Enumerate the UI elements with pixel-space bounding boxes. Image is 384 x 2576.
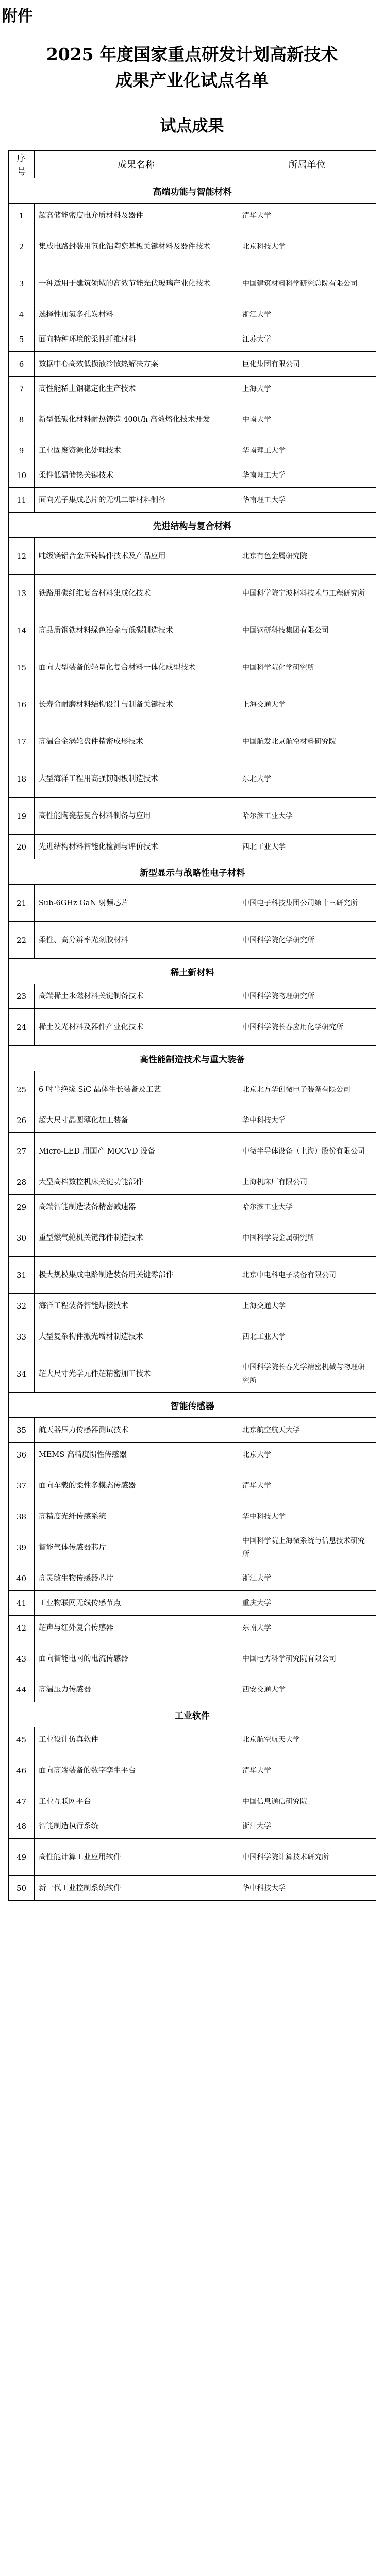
table-row	[9, 538, 376, 575]
organization-name: 上海交通大学	[238, 1294, 376, 1318]
result-name: 吨级镁铝合金压铸铸件技术及产品应用	[35, 538, 238, 575]
row-number: 37	[9, 1467, 35, 1504]
organization-name: 浙江大学	[238, 1566, 376, 1591]
result-name: 稀土发光材料及器件产业化技术	[35, 1009, 238, 1046]
table-row	[9, 798, 376, 835]
organization-name: 重庆大学	[238, 1591, 376, 1616]
result-name: 超大尺寸光学元件超精密加工技术	[35, 1355, 238, 1393]
header-no: 序号	[9, 151, 35, 178]
result-name: 高性能陶瓷基复合材料制备与应用	[35, 798, 238, 835]
organization-name: 华中科技大学	[238, 1876, 376, 1901]
row-number: 14	[9, 612, 35, 649]
organization-name: 中国电子科技集团公司第十三研究所	[238, 885, 376, 922]
result-name: 航天器压力传感器测试技术	[35, 1418, 238, 1443]
table-row	[9, 1616, 376, 1640]
table-row	[9, 686, 376, 723]
row-number: 20	[9, 835, 35, 859]
table-row	[9, 438, 376, 463]
result-name: 工业设计仿真软件	[35, 1727, 238, 1752]
result-name: 智能制造执行系统	[35, 1814, 238, 1839]
row-number: 36	[9, 1443, 35, 1467]
result-name: 超大尺寸晶圆薄化加工装备	[35, 1108, 238, 1133]
row-number: 15	[9, 649, 35, 686]
organization-name: 中国电力科学研究院有限公司	[238, 1640, 376, 1677]
organization-name: 浙江大学	[238, 302, 376, 327]
organization-name: 东南大学	[238, 1616, 376, 1640]
organization-name: 清华大学	[238, 1752, 376, 1789]
row-number: 34	[9, 1355, 35, 1393]
category-title: 工业软件	[9, 1702, 376, 1727]
organization-name: 哈尔滨工业大学	[238, 1195, 376, 1219]
row-number: 27	[9, 1133, 35, 1170]
table-row	[9, 1529, 376, 1566]
table-row	[9, 1677, 376, 1702]
table-body	[9, 178, 376, 1901]
row-number: 24	[9, 1009, 35, 1046]
result-name: 面向高端装备的数字孪生平台	[35, 1752, 238, 1789]
organization-name: 中国信息通信研究院	[238, 1789, 376, 1814]
result-name: 大型海洋工程用高强韧钢板制造技术	[35, 760, 238, 798]
row-number: 29	[9, 1195, 35, 1219]
organization-name: 中国科学院长春光学精密机械与物理研究所	[238, 1355, 376, 1393]
table-row	[9, 1640, 376, 1677]
category-row	[9, 1046, 376, 1071]
organization-name: 江苏大学	[238, 327, 376, 352]
section-subtitle: 试点成果	[160, 117, 224, 135]
category-title: 先进结构与复合材料	[9, 513, 376, 538]
results-table	[8, 150, 376, 1901]
row-number: 30	[9, 1219, 35, 1257]
result-name: MEMS 高精度惯性传感器	[35, 1443, 238, 1467]
category-title: 高端功能与智能材料	[9, 178, 376, 204]
result-name: 选择性加氢多孔炭材料	[35, 302, 238, 327]
row-number: 39	[9, 1529, 35, 1566]
organization-name: 哈尔滨工业大学	[238, 798, 376, 835]
row-number: 25	[9, 1071, 35, 1108]
table-row	[9, 463, 376, 488]
row-number: 11	[9, 488, 35, 513]
row-number: 33	[9, 1318, 35, 1355]
table-row	[9, 302, 376, 327]
result-name: 高灵敏生物传感器芯片	[35, 1566, 238, 1591]
organization-name: 北京航空航天大学	[238, 1727, 376, 1752]
header-org: 所属单位	[238, 151, 376, 178]
result-name: 长寿命耐磨材料结构设计与制备关键技术	[35, 686, 238, 723]
organization-name: 华南理工大学	[238, 488, 376, 513]
category-title: 智能传感器	[9, 1393, 376, 1418]
table-row	[9, 723, 376, 760]
table-row	[9, 1294, 376, 1318]
result-name: 大型高档数控机床关键功能部件	[35, 1170, 238, 1195]
organization-name: 中国科学院化学研究所	[238, 649, 376, 686]
organization-name: 北京航空航天大学	[238, 1418, 376, 1443]
organization-name: 中国科学院宁波材料技术与工程研究所	[238, 575, 376, 612]
table-row	[9, 922, 376, 959]
organization-name: 浙江大学	[238, 1814, 376, 1839]
row-number: 1	[9, 204, 35, 228]
row-number: 31	[9, 1257, 35, 1294]
row-number: 38	[9, 1504, 35, 1529]
table-row	[9, 1071, 376, 1108]
result-name: 工业固废资源化处理技术	[35, 438, 238, 463]
result-name: 数据中心高效低损液冷散热解决方案	[35, 352, 238, 377]
table-header-row	[9, 151, 376, 178]
table-row	[9, 1170, 376, 1195]
result-name: 高性能计算工业应用软件	[35, 1839, 238, 1876]
result-name: 面向光子集成芯片的无机二维材料制备	[35, 488, 238, 513]
result-name: 柔性、高分辨率光刻胶材料	[35, 922, 238, 959]
category-row	[9, 1393, 376, 1418]
row-number: 21	[9, 885, 35, 922]
category-row	[9, 859, 376, 885]
table-row	[9, 1195, 376, 1219]
row-number: 2	[9, 228, 35, 265]
organization-name: 巨化集团有限公司	[238, 352, 376, 377]
organization-name: 北京科技大学	[238, 228, 376, 265]
row-number: 5	[9, 327, 35, 352]
table-row	[9, 352, 376, 377]
row-number: 46	[9, 1752, 35, 1789]
table-row	[9, 835, 376, 859]
result-name: 面向车载的柔性多模态传感器	[35, 1467, 238, 1504]
result-name: 工业物联网无线传感节点	[35, 1591, 238, 1616]
organization-name: 中南大学	[238, 401, 376, 438]
table-row	[9, 1108, 376, 1133]
table-row	[9, 1727, 376, 1752]
table-row	[9, 327, 376, 352]
result-name: 铁路用碳纤维复合材料集成化技术	[35, 575, 238, 612]
table-row	[9, 377, 376, 401]
table-row	[9, 1839, 376, 1876]
row-number: 50	[9, 1876, 35, 1901]
organization-name: 中国科学院物理研究所	[238, 984, 376, 1009]
result-name: 高端智能制造装备精密减速器	[35, 1195, 238, 1219]
result-name: 重型燃气轮机关键部件制造技术	[35, 1219, 238, 1257]
page-title-line2: 成果产业化试点名单	[115, 70, 269, 90]
organization-name: 中国科学院化学研究所	[238, 922, 376, 959]
organization-name: 中国科学院长春应用化学研究所	[238, 1009, 376, 1046]
organization-name: 西安交通大学	[238, 1677, 376, 1702]
organization-name: 中国科学院计算技术研究所	[238, 1839, 376, 1876]
category-row	[9, 1702, 376, 1727]
category-title: 新型显示与战略性电子材料	[9, 859, 376, 885]
organization-name: 中国建筑材料科学研究总院有限公司	[238, 265, 376, 302]
result-name: 大型复杂构件激光增材制造技术	[35, 1318, 238, 1355]
category-row	[9, 959, 376, 984]
row-number: 4	[9, 302, 35, 327]
organization-name: 中国钢研科技集团有限公司	[238, 612, 376, 649]
category-row	[9, 513, 376, 538]
row-number: 9	[9, 438, 35, 463]
row-number: 10	[9, 463, 35, 488]
table-row	[9, 984, 376, 1009]
row-number: 43	[9, 1640, 35, 1677]
organization-name: 清华大学	[238, 1467, 376, 1504]
row-number: 23	[9, 984, 35, 1009]
result-name: 海洋工程装备智能焊接技术	[35, 1294, 238, 1318]
table-row	[9, 265, 376, 302]
table-row	[9, 228, 376, 265]
row-number: 48	[9, 1814, 35, 1839]
row-number: 42	[9, 1616, 35, 1640]
header-name: 成果名称	[35, 151, 238, 178]
result-name: 高温压力传感器	[35, 1677, 238, 1702]
organization-name: 上海大学	[238, 377, 376, 401]
table-row	[9, 1752, 376, 1789]
result-name: 高性能稀土钢稳定化生产技术	[35, 377, 238, 401]
category-row	[9, 178, 376, 204]
row-number: 3	[9, 265, 35, 302]
organization-name: 西北工业大学	[238, 835, 376, 859]
table-row	[9, 885, 376, 922]
result-name: 6 吋半绝缘 SiC 晶体生长装备及工艺	[35, 1071, 238, 1108]
result-name: 新型低碳化材料耐热铸造 400t/h 高效熔化技术开发	[35, 401, 238, 438]
result-name: 极大规模集成电路制造装备用关键零部件	[35, 1257, 238, 1294]
result-name: Micro-LED 用国产 MOCVD 设备	[35, 1133, 238, 1170]
table-row	[9, 1009, 376, 1046]
result-name: 先进结构材料智能化检测与评价技术	[35, 835, 238, 859]
organization-name: 北京大学	[238, 1443, 376, 1467]
row-number: 32	[9, 1294, 35, 1318]
row-number: 35	[9, 1418, 35, 1443]
organization-name: 华南理工大学	[238, 438, 376, 463]
table-row	[9, 1318, 376, 1355]
result-name: 面向智能电网的电流传感器	[35, 1640, 238, 1677]
table-row	[9, 612, 376, 649]
category-title: 稀土新材料	[9, 959, 376, 984]
row-number: 26	[9, 1108, 35, 1133]
table-row	[9, 760, 376, 798]
table-row	[9, 488, 376, 513]
result-name: 集成电路封装用氧化铝陶瓷基板关键材料及器件技术	[35, 228, 238, 265]
annex-label: 附件	[2, 7, 33, 25]
table-row	[9, 1591, 376, 1616]
row-number: 44	[9, 1677, 35, 1702]
organization-name: 中微半导体设备（上海）股份有限公司	[238, 1133, 376, 1170]
row-number: 18	[9, 760, 35, 798]
table-row	[9, 204, 376, 228]
result-name: 高温合金涡轮盘件精密成形技术	[35, 723, 238, 760]
row-number: 17	[9, 723, 35, 760]
result-name: 高端稀土永磁材料关键制备技术	[35, 984, 238, 1009]
table-row	[9, 1566, 376, 1591]
row-number: 47	[9, 1789, 35, 1814]
table-row	[9, 1355, 376, 1393]
row-number: 28	[9, 1170, 35, 1195]
table-row	[9, 1133, 376, 1170]
row-number: 22	[9, 922, 35, 959]
organization-name: 中国科学院上海微系统与信息技术研究所	[238, 1529, 376, 1566]
row-number: 49	[9, 1839, 35, 1876]
organization-name: 华中科技大学	[238, 1504, 376, 1529]
organization-name: 华南理工大学	[238, 463, 376, 488]
table-row	[9, 1257, 376, 1294]
result-name: 智能气体传感器芯片	[35, 1529, 238, 1566]
row-number: 41	[9, 1591, 35, 1616]
table-row	[9, 1814, 376, 1839]
row-number: 16	[9, 686, 35, 723]
organization-name: 东北大学	[238, 760, 376, 798]
organization-name: 中国航发北京航空材料研究院	[238, 723, 376, 760]
result-name: 高精度光纤传感系统	[35, 1504, 238, 1529]
table-row	[9, 1876, 376, 1901]
table-row	[9, 1467, 376, 1504]
row-number: 6	[9, 352, 35, 377]
table-row	[9, 1219, 376, 1257]
result-name: 一种适用于建筑领域的高效节能光伏玻璃产业化技术	[35, 265, 238, 302]
result-name: 面向特种环境的柔性纤维材料	[35, 327, 238, 352]
result-name: 超声与红外复合传感器	[35, 1616, 238, 1640]
table-row	[9, 1789, 376, 1814]
row-number: 45	[9, 1727, 35, 1752]
result-name: 柔性低温储热关键技术	[35, 463, 238, 488]
organization-name: 北京中电科电子装备有限公司	[238, 1257, 376, 1294]
organization-name: 中国科学院金属研究所	[238, 1219, 376, 1257]
result-name: Sub-6GHz GaN 射频芯片	[35, 885, 238, 922]
result-name: 新一代工业控制系统软件	[35, 1876, 238, 1901]
organization-name: 北京有色金属研究院	[238, 538, 376, 575]
result-name: 面向大型装备的轻量化复合材料一体化成型技术	[35, 649, 238, 686]
result-name: 超高储能密度电介质材料及器件	[35, 204, 238, 228]
row-number: 8	[9, 401, 35, 438]
organization-name: 上海机床厂有限公司	[238, 1170, 376, 1195]
organization-name: 华中科技大学	[238, 1108, 376, 1133]
table-row	[9, 1418, 376, 1443]
table-row	[9, 401, 376, 438]
result-name: 高品质钢铁材料绿色冶金与低碳制造技术	[35, 612, 238, 649]
organization-name: 西北工业大学	[238, 1318, 376, 1355]
row-number: 13	[9, 575, 35, 612]
table-row	[9, 1504, 376, 1529]
table-row	[9, 1443, 376, 1467]
organization-name: 北京北方华创微电子装备有限公司	[238, 1071, 376, 1108]
row-number: 40	[9, 1566, 35, 1591]
page-title-line1: 2025 年度国家重点研发计划高新技术	[46, 44, 338, 64]
organization-name: 清华大学	[238, 204, 376, 228]
table-row	[9, 575, 376, 612]
category-title: 高性能制造技术与重大装备	[9, 1046, 376, 1071]
table-row	[9, 649, 376, 686]
row-number: 7	[9, 377, 35, 401]
result-name: 工业互联网平台	[35, 1789, 238, 1814]
row-number: 19	[9, 798, 35, 835]
organization-name: 上海交通大学	[238, 686, 376, 723]
row-number: 12	[9, 538, 35, 575]
